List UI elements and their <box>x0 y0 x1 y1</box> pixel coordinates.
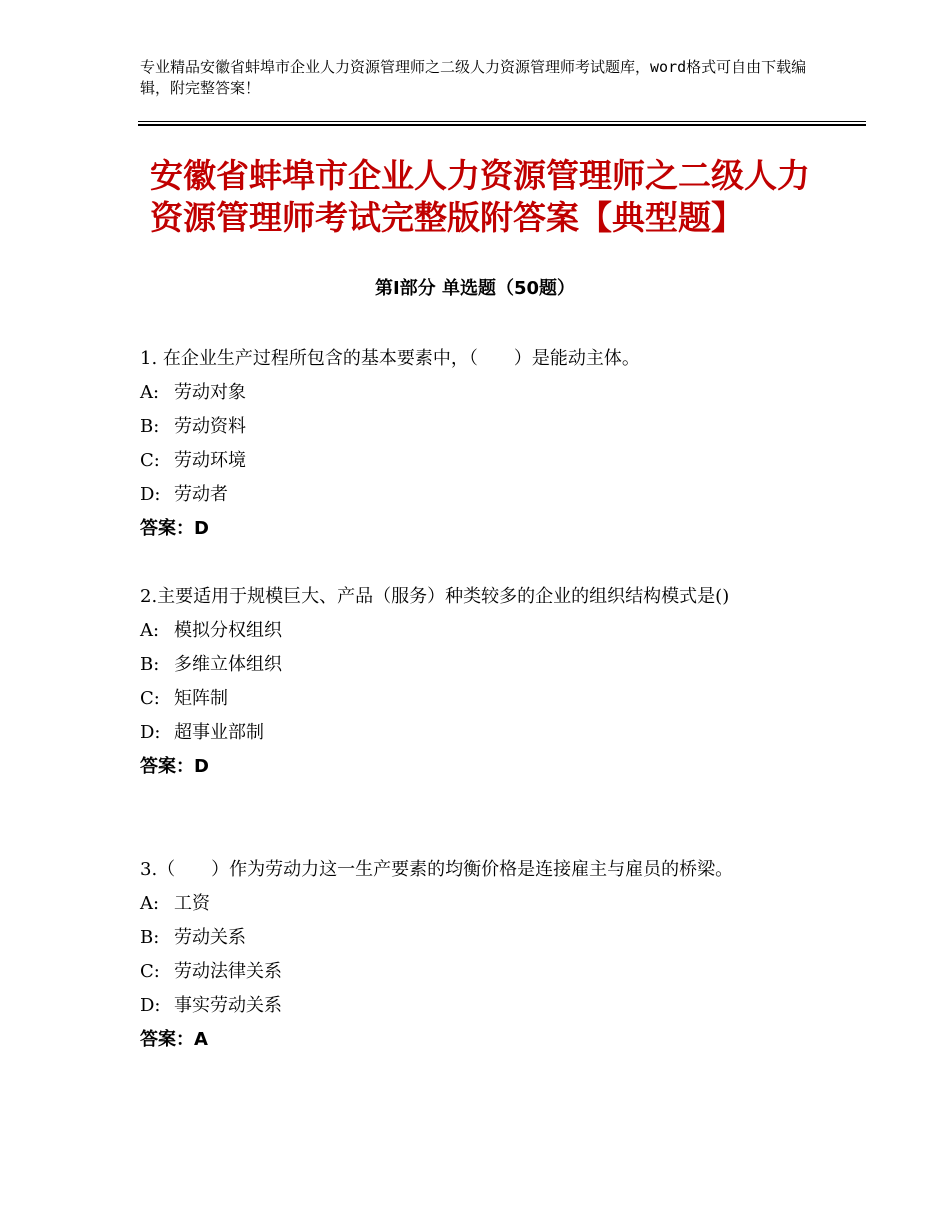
option-letter: B: <box>140 416 160 437</box>
option-letter: C: <box>140 688 160 709</box>
option-a <box>140 614 820 648</box>
option-letter: C: <box>140 961 160 982</box>
option-b <box>140 410 820 444</box>
option-text: 模拟分权组织 <box>174 620 282 641</box>
option-b <box>140 921 820 955</box>
option-text: 劳动关系 <box>174 927 246 948</box>
option-a <box>140 887 820 921</box>
option-text: 劳动法律关系 <box>174 961 282 982</box>
option-c <box>140 955 820 989</box>
option-letter: D: <box>140 995 161 1016</box>
answer: 答案：D <box>140 756 209 777</box>
option-c <box>140 444 820 478</box>
option-letter: D: <box>140 722 161 743</box>
option-text: 超事业部制 <box>174 722 264 743</box>
option-text: 多维立体组织 <box>174 654 282 675</box>
question-3 <box>140 853 820 1057</box>
option-text: 矩阵制 <box>174 688 228 709</box>
option-text: 劳动资料 <box>174 416 246 437</box>
option-b <box>140 648 820 682</box>
header-note: 专业精品安徽省蚌埠市企业人力资源管理师之二级人力资源管理师考试题库，word格式可自由下载编辑，附完整答案！ <box>140 58 807 97</box>
option-d <box>140 989 820 1023</box>
option-letter: D: <box>140 484 161 505</box>
question-2 <box>140 580 820 784</box>
question-1 <box>140 342 820 546</box>
section-title: 第Ⅰ部分 单选题（50题） <box>374 278 575 299</box>
question-text: 1. 在企业生产过程所包含的基本要素中，（ ）是能动主体。 <box>140 348 640 369</box>
question-text: 2.主要适用于规模巨大、产品（服务）种类较多的企业的组织结构模式是() <box>140 586 730 607</box>
header-divider <box>138 121 866 126</box>
option-c <box>140 682 820 716</box>
option-letter: C: <box>140 450 160 471</box>
option-a <box>140 376 820 410</box>
option-letter: A: <box>140 893 160 914</box>
option-text: 劳动环境 <box>174 450 246 471</box>
question-text: 3.（ ）作为劳动力这一生产要素的均衡价格是连接雇主与雇员的桥梁。 <box>140 859 734 880</box>
option-letter: A: <box>140 620 160 641</box>
option-d <box>140 716 820 750</box>
answer: 答案：D <box>140 518 209 539</box>
option-letter: A: <box>140 382 160 403</box>
option-letter: B: <box>140 654 160 675</box>
option-d <box>140 478 820 512</box>
option-letter: B: <box>140 927 160 948</box>
option-text: 工资 <box>174 893 210 914</box>
option-text: 事实劳动关系 <box>174 995 282 1016</box>
option-text: 劳动者 <box>174 484 228 505</box>
option-text: 劳动对象 <box>174 382 246 403</box>
document-title: 安徽省蚌埠市企业人力资源管理师之二级人力资源管理师考试完整版附答案【典型题】 <box>150 156 810 237</box>
answer: 答案：A <box>140 1029 208 1050</box>
